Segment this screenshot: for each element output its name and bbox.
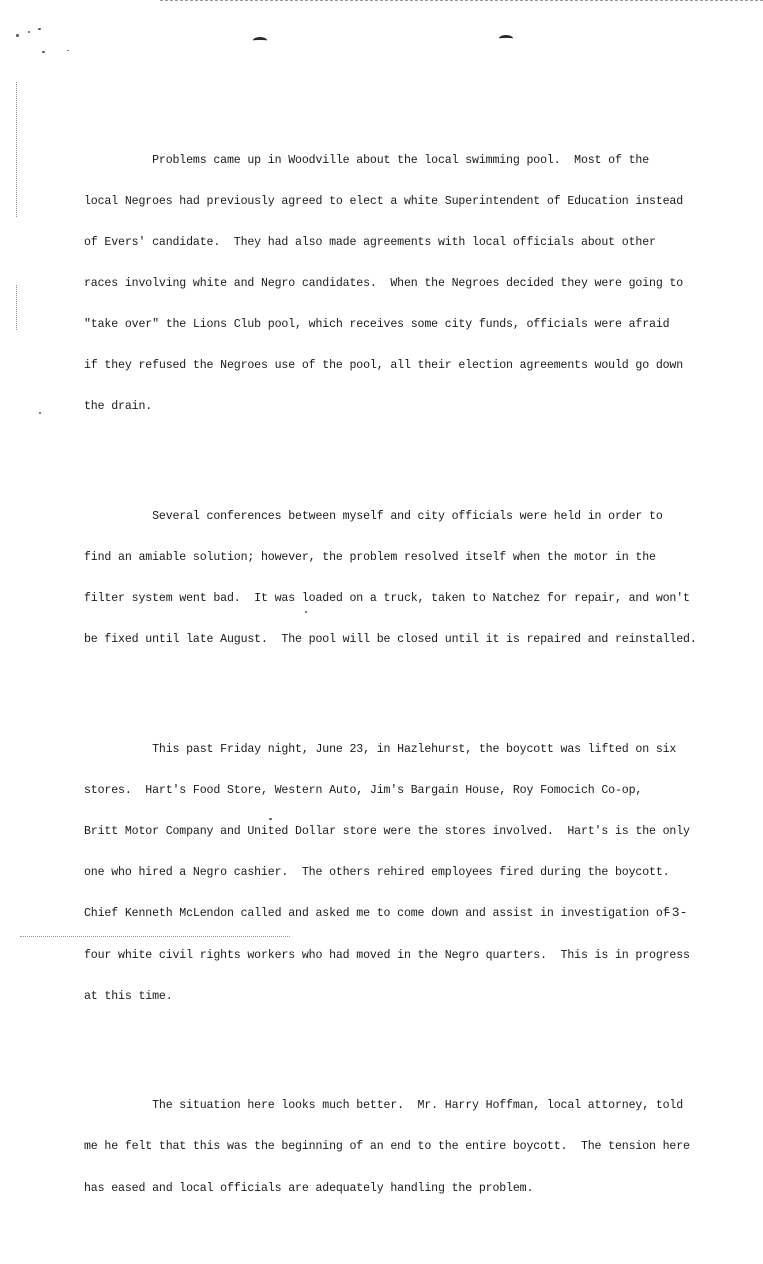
text-line: find an amiable solution; however, the problem resolved itself when the motor in the	[84, 551, 656, 565]
scan-top-border	[160, 0, 763, 1]
text-line: local Negroes had previously agreed to elect a white Superintendent of Education instead	[84, 194, 684, 208]
text-line: me he felt that this was the beginning of an end to the entire boycott. The tension here	[84, 1140, 690, 1154]
text-line: "take over" the Lions Club pool, which receives some city funds, officials were afraid	[84, 318, 670, 332]
text-line: The situation here looks much better. Mr. Harry Hoffman, local attorney, told	[84, 1099, 684, 1113]
letter-body	[84, 99, 724, 1264]
text-line: has eased and local officials are adequately handling the problem.	[84, 1181, 534, 1195]
scan-speck	[38, 28, 41, 30]
text-line: stores. Hart's Food Store, Western Auto, Jim's Bargain House, Roy Fomocich Co-op,	[84, 784, 643, 798]
text-line: This past Friday night, June 23, in Hazlehurst, the boycott was lifted on six	[84, 743, 677, 757]
text-line: filter system went bad. It was loaded on a truck, taken to Natchez for repair, and won't	[84, 592, 690, 606]
paragraph-conferences	[84, 483, 724, 675]
text-line: Problems came up in Woodville about the local swimming pool. Most of the	[84, 153, 650, 167]
text-line: of Evers' candidate. They had also made agreements with local officials about other	[84, 236, 656, 250]
text-line: if they refused the Negroes use of the pool, all their election agreements would go down	[84, 359, 684, 373]
text-line: at this time.	[84, 989, 173, 1003]
paragraph-hazlehurst-boycott	[84, 716, 724, 1031]
punch-hole-mark-left	[253, 37, 267, 44]
page-number: -3-	[664, 905, 688, 920]
scan-speck	[16, 34, 19, 37]
scan-speck	[67, 50, 69, 51]
scan-speck	[305, 611, 307, 613]
text-line: Chief Kenneth McLendon called and asked me to come down and assist in investigation of	[84, 907, 670, 921]
scan-speck	[42, 51, 45, 53]
text-line: be fixed until late August. The pool will be closed until it is repaired and reinstalled.	[84, 633, 697, 647]
scan-speck	[28, 31, 30, 33]
text-line: one who hired a Negro cashier. The others rehired employees fired during the boycott.	[84, 866, 670, 880]
text-line: races involving white and Negro candidates. When the Negroes decided they were going to	[84, 277, 684, 291]
scan-bottom-noise	[20, 936, 290, 937]
paragraph-woodville-pool	[84, 126, 724, 441]
text-line: Britt Motor Company and United Dollar store were the stores involved. Hart's is the only	[84, 825, 690, 839]
scan-speck	[269, 818, 272, 820]
text-line: Several conferences between myself and city officials were held in order to	[84, 510, 663, 524]
scan-speck	[39, 412, 41, 414]
text-line: the drain.	[84, 400, 153, 414]
left-margin-scan-marks	[16, 82, 18, 217]
punch-hole-mark-right	[499, 35, 513, 42]
text-line: four white civil rights workers who had moved in the Negro quarters. This is in progress	[84, 948, 690, 962]
left-margin-scan-marks-lower	[16, 285, 18, 330]
paragraph-situation	[84, 1072, 724, 1223]
